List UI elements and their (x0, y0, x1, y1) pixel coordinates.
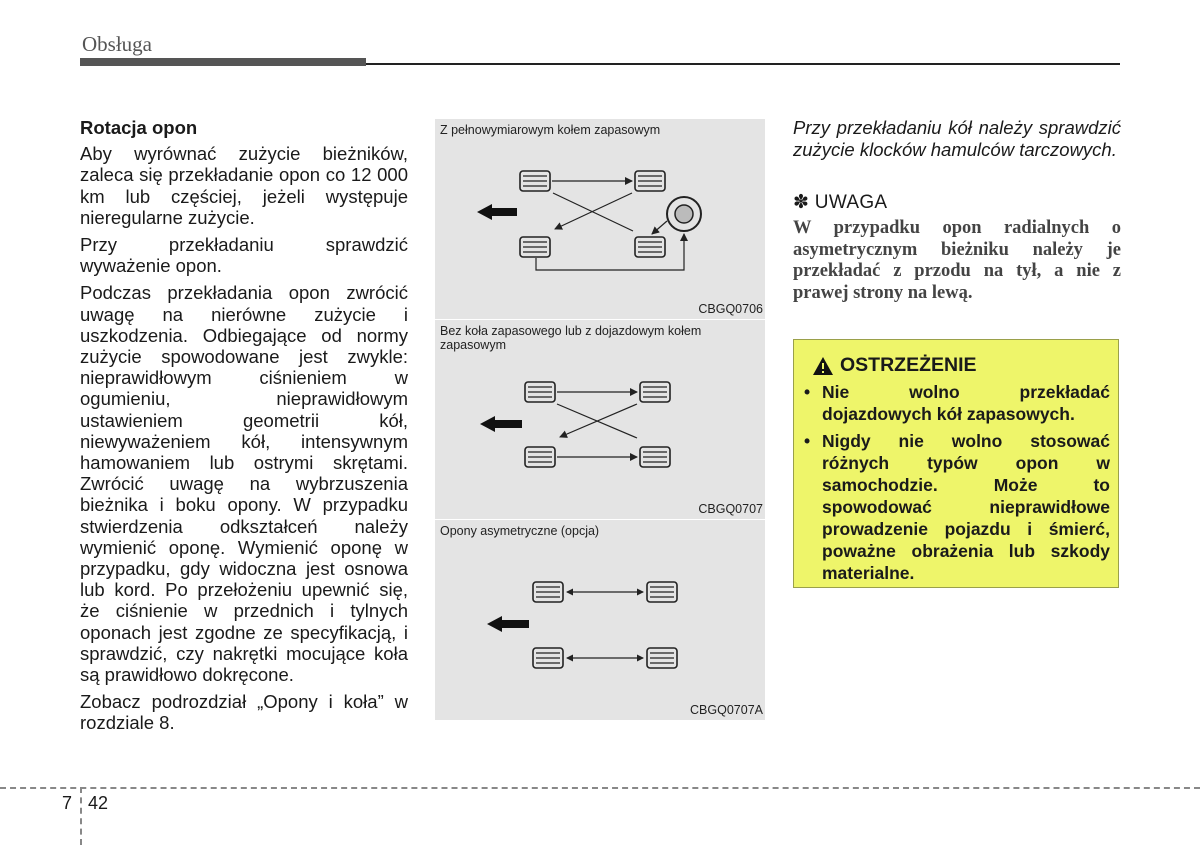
figure-code: CBGQ0707 (698, 502, 763, 516)
figure-caption: Z pełnowymiarowym kołem zapasowym (440, 123, 661, 137)
uwaga-text: W przypadku opon radialnych o asymetrycznym bieżniku należy je przekładać z przodu na tył, a nie z prawej strony na lewą. (793, 218, 1121, 303)
tire-icon (525, 447, 555, 467)
page-number: 42 (88, 793, 109, 813)
tire-icon (640, 382, 670, 402)
paragraph: Zobacz podrozdział „Opony i koła” w rozdziale 8. (80, 691, 408, 734)
paragraph: Przy przekładaniu sprawdzić wyważenie opon. (80, 234, 408, 277)
chapter-number: 7 (62, 793, 73, 813)
header-rule (366, 63, 1120, 65)
warning-list (804, 381, 1110, 589)
left-column (80, 117, 408, 740)
warning-item-text: Nie wolno przekładać dojazdowych kół zapasowych. (822, 382, 1110, 424)
figure-caption: Bez koła zapasowego lub z dojazdowym kołem zapasowym (440, 324, 702, 352)
figure-no-spare (435, 320, 765, 519)
direction-arrow-icon (477, 204, 517, 220)
direction-arrow-icon (480, 416, 522, 432)
tire-icon (635, 171, 665, 191)
warning-heading (812, 354, 977, 377)
uwaga-heading: ✽ UWAGA (793, 192, 888, 213)
footer-rule (0, 787, 1200, 789)
brake-note: Przy przekładaniu kół należy sprawdzić zużycie klocków hamulców tarczowych. (793, 117, 1121, 160)
figure-caption: Opony asymetryczne (opcja) (440, 524, 600, 538)
paragraph: Aby wyrównać zużycie bieżników, zaleca się przekładanie opon co 12 000 km lub częściej, jeżeli występuje nieregularne zużycie. (80, 143, 408, 228)
tire-icon (533, 582, 563, 602)
list-item: • Nie wolno przekładać dojazdowych kół zapasowych. (804, 382, 1110, 424)
tire-icon (520, 237, 550, 257)
paragraph: Podczas przekładania opon zwrócić uwagę na nierówne zużycie i uszkodzenia. Odbiegające od normy zużycie spowodowane jest zwykle: nieprawidłowym ciśnieniem w ogumieniu, nieprawidłowym ustawieniem geometrii kół, niewyważeniem kół, intensywnym hamowaniem lub ostrymi skrętami. Zwrócić uwagę na wybrzuszenia bieżnika i boku opony. W przypadku stwierdzenia odkształceń należy wymienić oponę. Wymienić oponę w przypadku, gdy widoczna jest osnowa lub kord. Po przełożeniu upewnić się, że ciśnienie w przednich i tylnych oponach jest zgodne ze specyfikacją, i sprawdzić, czy nakrętki mocujące koła są prawidłowo dokręcone. (80, 282, 408, 686)
warning-box (793, 339, 1119, 588)
figure-asymmetric (435, 520, 765, 720)
tire-icon (635, 237, 665, 257)
footer-divider (80, 787, 82, 845)
warning-title: OSTRZEŻENIE (840, 354, 977, 376)
rotation-diagram (435, 520, 765, 720)
direction-arrow-icon (487, 616, 529, 632)
rotation-diagram (435, 119, 765, 319)
section-title: Obsługa (82, 32, 152, 56)
warning-triangle-icon (812, 356, 834, 376)
list-item: • Nigdy nie wolno stosować różnych typów opon w samochodzie. Może to spowodować nieprawidłowe prowadzenie pojazdu i śmierć, poważne obrażenia lub szkody materialne. (804, 431, 1110, 583)
tire-icon (520, 171, 550, 191)
tire-icon (533, 648, 563, 668)
figure-code: CBGQ0707A (690, 703, 763, 717)
section-heading: Rotacja opon (80, 117, 198, 138)
right-column (793, 117, 1121, 304)
figure-code: CBGQ0706 (698, 302, 763, 316)
header-bar (80, 58, 366, 66)
tire-icon (647, 582, 677, 602)
tire-icon (640, 447, 670, 467)
figure-full-size-spare (435, 119, 765, 319)
tire-icon (525, 382, 555, 402)
warning-item-text: Nigdy nie wolno stosować różnych typów opon w samochodzie. Może to spowodować nieprawidłowe prowadzenie pojazdu i śmierć, poważne obrażenia lub szkody materialne. (822, 431, 1110, 583)
tire-icon (647, 648, 677, 668)
